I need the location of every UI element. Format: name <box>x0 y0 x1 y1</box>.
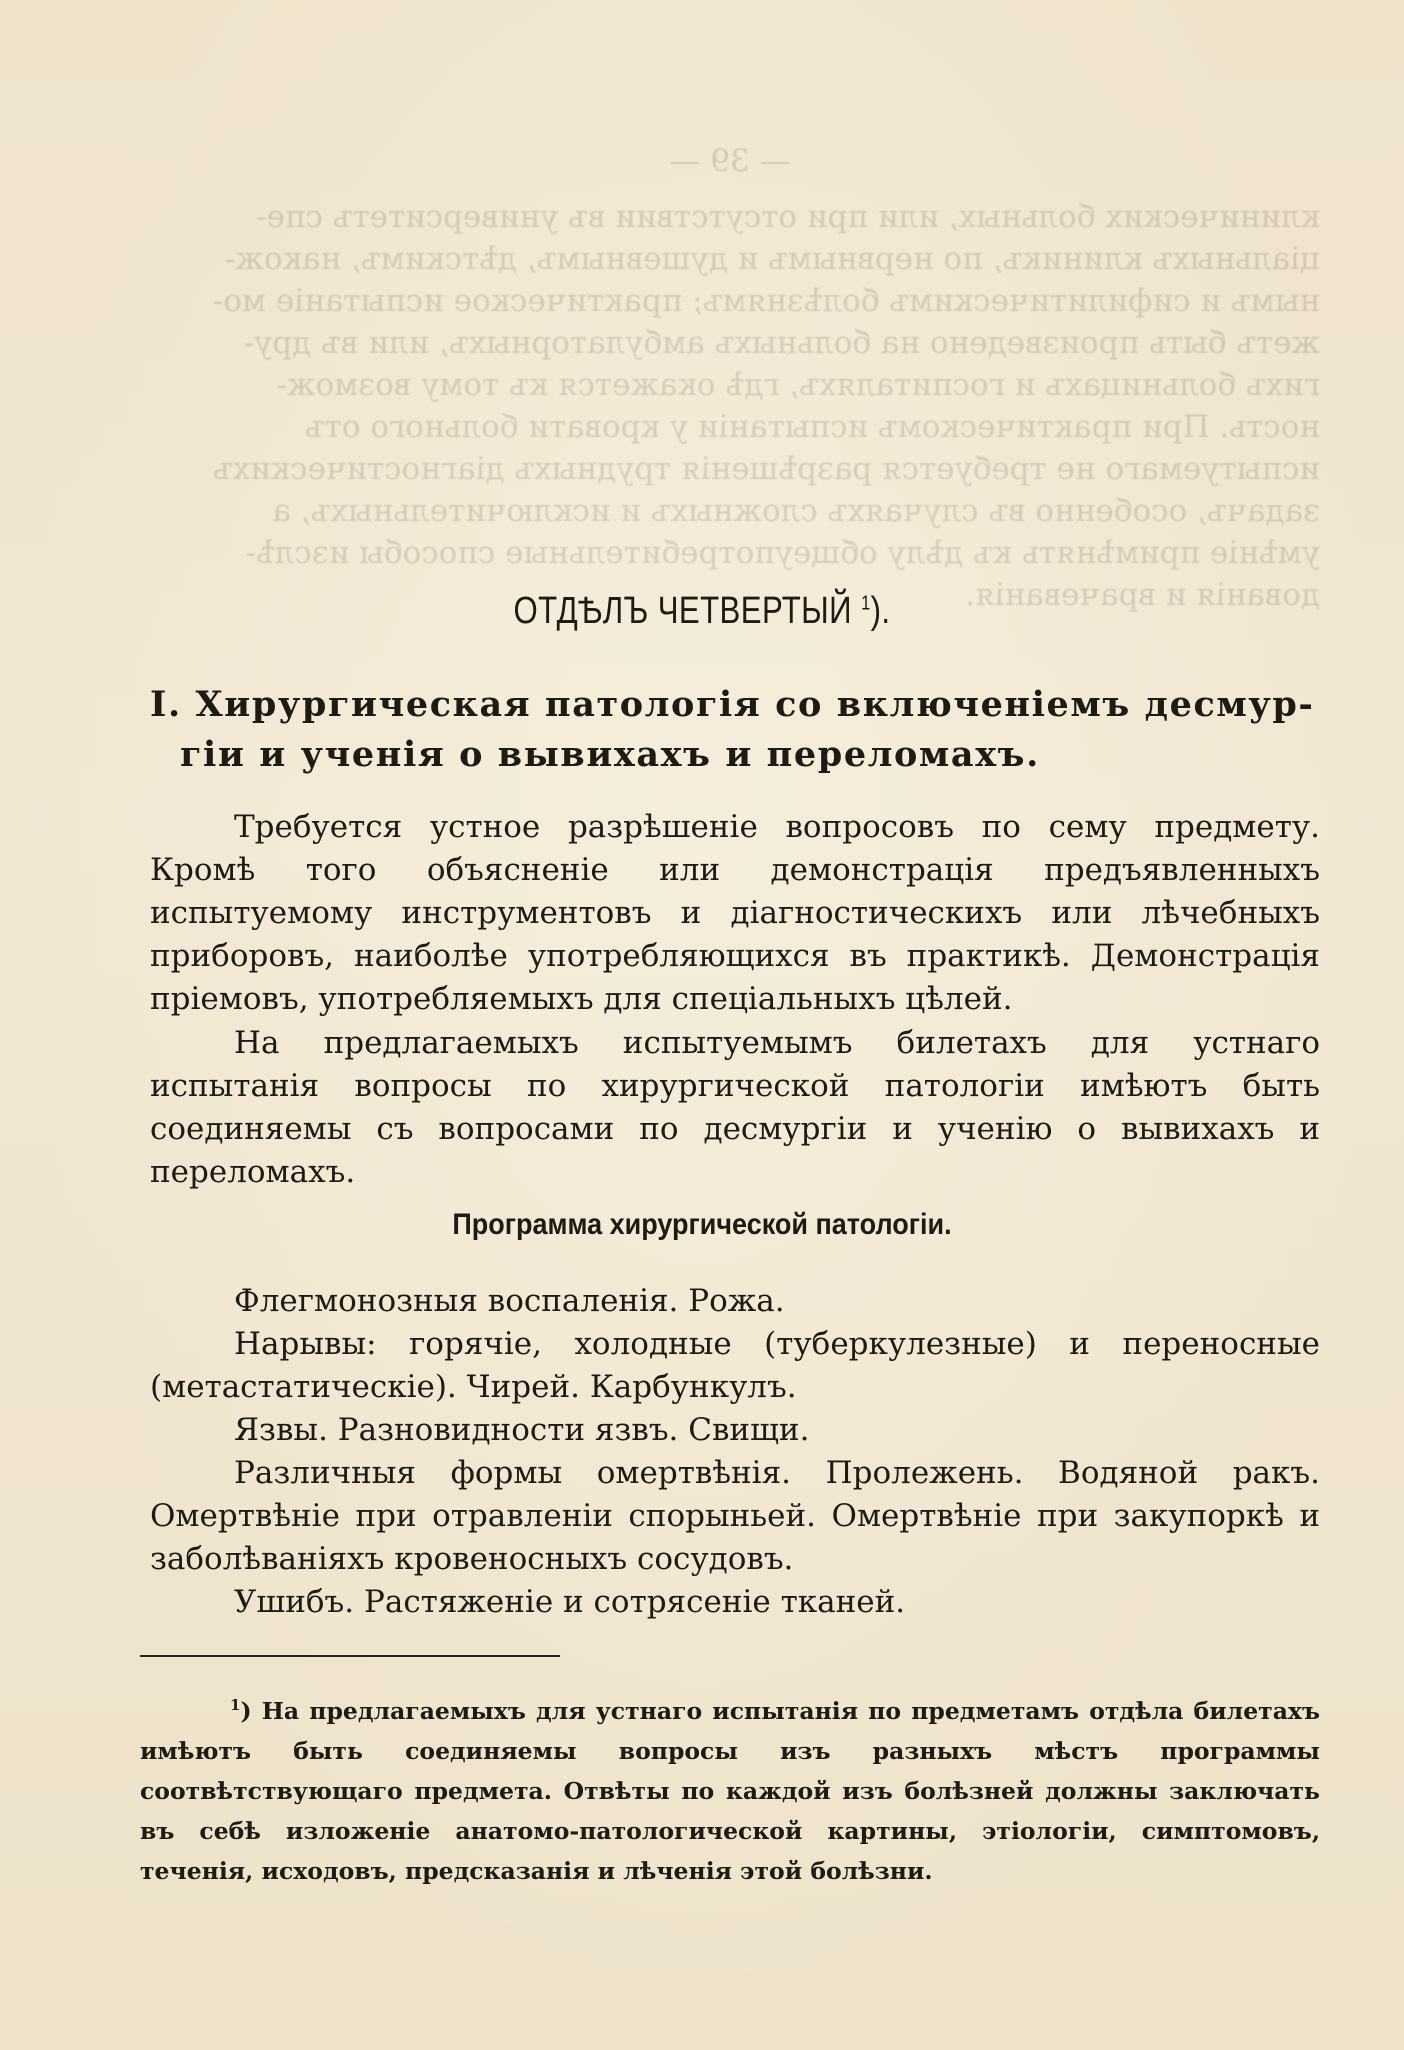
section-title-text: ОТДѢЛЪ ЧЕТВЕРТЫЙ <box>513 590 852 632</box>
section-footnote-mark: 1 <box>861 592 871 615</box>
program-item: Язвы. Разновидности язвъ. Свищи. <box>234 1412 810 1448</box>
bleed-line: жетъ быть произведено на больныхъ амбулаторныхъ, или въ дру- <box>243 325 1320 361</box>
section-title-end: ). <box>870 590 891 632</box>
bleed-line: умѣніе примѣнять къ дѣлу общеупотребительные способы изслѣ- <box>245 535 1320 571</box>
paragraph-requirements <box>150 806 1320 1021</box>
bleed-line: клинических больных, или при отсутствии въ университетъ спе- <box>256 199 1320 235</box>
program-list <box>150 1280 1320 1624</box>
section-title <box>126 590 1277 633</box>
bleed-line: ціальныхъ клиникъ, по нервнымъ и душевнымъ, дѣтскимъ, накож- <box>224 241 1320 277</box>
program-title: Программа хирургической патологіи. <box>452 1208 952 1241</box>
program-item: Ушибъ. Растяженіе и сотрясеніе тканей. <box>234 1584 906 1620</box>
paragraph-tickets <box>150 1022 1320 1194</box>
bleed-line: ность. При практическомъ испытаніи у кровати больного отъ <box>304 409 1320 445</box>
footnote-text: ) На предлагаемыхъ для устнаго испытанія по предметамъ отдѣла билетахъ имѣютъ быть соединяемы вопросы изъ разныхъ мѣстъ программы соотвѣтствующаго предмета. Отвѣты по каждой изъ болѣзней должны заключать въ себѣ изложеніе анатомо-патологической картины, этіологіи, симптомовъ, теченія, исходовъ, предсказанія и лѣченія этой болѣзни. <box>140 1696 1320 1885</box>
subsection-title-line1: I. Хирургическая патологія со включеніемъ десмур- <box>150 684 1315 725</box>
subsection-title <box>150 680 1320 780</box>
bleed-line: задачъ, особенно въ случаяхъ сложныхъ и исключительныхъ, а <box>272 493 1320 529</box>
subsection-title-line2: гіи и ученія о вывихахъ и переломахъ. <box>180 734 1040 775</box>
program-item: Различныя формы омертвѣнія. Пролежень. Водяной ракъ. Омертвѣніе при отравленіи спорыньей. Омертвѣніе при закупоркѣ и заболѣваніяхъ кровеносныхъ сосудовъ. <box>150 1455 1320 1577</box>
bleed-line: гихъ больницахъ и госпиталяхъ, гдѣ окажется къ тому возмож- <box>276 367 1320 403</box>
bleed-line: дованія и врачеванія. <box>965 577 1320 613</box>
bleed-page-number: — 39 — <box>669 143 791 179</box>
footnote-divider <box>140 1655 560 1657</box>
footnote-mark: 1 <box>230 1696 241 1714</box>
bleed-line: нымъ и сифилитическимъ болѣзнямъ; практическое испытаніе мо- <box>212 283 1320 319</box>
program-item: Флегмонозныя воспаленія. Рожа. <box>234 1283 785 1319</box>
bleed-line: испытуемаго не требуется разрѣшенія трудныхъ діагностическихъ <box>212 451 1320 487</box>
paragraph-text: Требуется устное разрѣшеніе вопросовъ по сему предмету. Кромѣ того объясненіе или демонстрація предъявленныхъ испытуемому инструментовъ и діагностическихъ или лѣчебныхъ приборовъ, наиболѣе употребляющихся въ практикѣ. Демонстрація пріемовъ, употребляемыхъ для спеціальныхъ цѣлей. <box>150 809 1320 1017</box>
footnote <box>140 1685 1320 1891</box>
program-item: Нарывы: горячіе, холодные (туберкулезные) и переносные (метастатическіе). Чирей. Карбункулъ. <box>150 1326 1320 1405</box>
paragraph-text: На предлагаемыхъ испытуемымъ билетахъ для устнаго испытанія вопросы по хирургической патологіи имѣютъ быть соединяемы съ вопросами по десмургіи и ученію о вывихахъ и переломахъ. <box>150 1025 1320 1190</box>
